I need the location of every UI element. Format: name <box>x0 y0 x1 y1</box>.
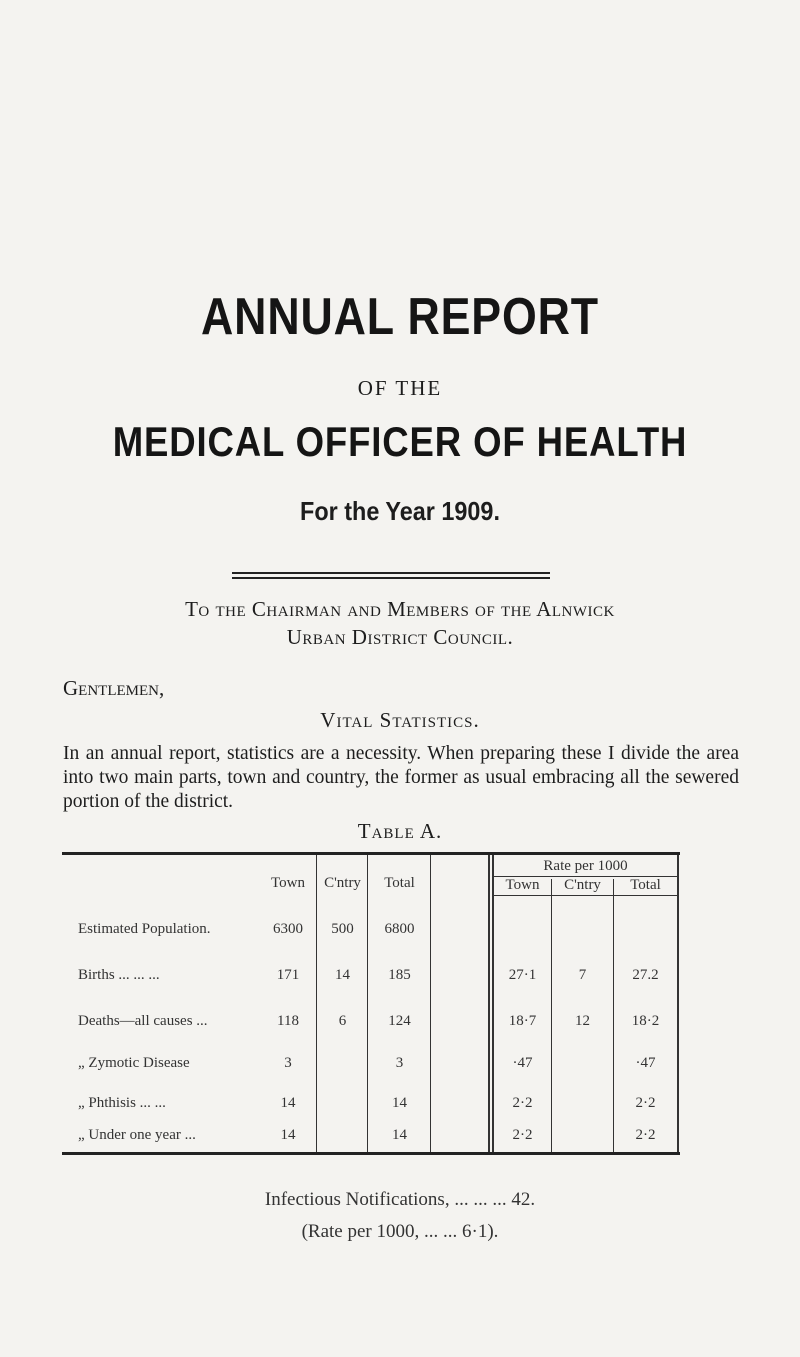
cell-rate-total: 18·2 <box>631 1013 660 1029</box>
cell-town: 14 <box>280 1127 296 1143</box>
cell-rate-total: 27.2 <box>632 967 659 983</box>
notification-rate: (Rate per 1000, ... ... 6·1). <box>301 1221 499 1242</box>
table-right-border <box>677 855 679 1152</box>
vital-statistics-table <box>62 852 680 1155</box>
cell-rate-total: ·47 <box>635 1055 656 1071</box>
cell-rate-total: 2·2 <box>635 1127 656 1143</box>
table-row-label: „ Zymotic Disease <box>78 1055 190 1071</box>
intro-paragraph: In an annual report, statistics are a necessity. When preparing these I divide the area into two main parts, town and country, the former as usual embracing all the sewered portion of the district. <box>63 743 739 812</box>
cell-rate-town: ·47 <box>512 1055 533 1071</box>
cell-town: 171 <box>276 967 300 983</box>
table-row-label: „ Under one year ... <box>78 1127 196 1143</box>
addressee-line-1: To the Chairman and Members of the Alnwick <box>185 597 615 621</box>
cell-rate-town: 27·1 <box>508 967 537 983</box>
salutation: Gentlemen, <box>63 676 165 700</box>
table-title: Table A. <box>357 819 443 843</box>
report-year: For the Year 1909. <box>300 496 500 526</box>
cell-rate-country: 7 <box>578 967 587 983</box>
infectious-notifications: Infectious Notifications, ... ... ... 42. <box>264 1189 536 1210</box>
header-town: Town <box>271 875 305 891</box>
cell-rate-total: 2·2 <box>635 1095 656 1111</box>
table-divider <box>488 855 490 1152</box>
header-rate-town: Town <box>505 877 540 893</box>
cell-total: 14 <box>392 1127 407 1143</box>
rate-subheader-rule <box>494 895 677 896</box>
table-row-label: „ Phthisis ... ... <box>78 1095 166 1111</box>
cell-total: 3 <box>395 1055 404 1071</box>
table-row-label: Estimated Population. <box>78 921 211 937</box>
table-row-label: Deaths—all causes ... <box>78 1013 208 1029</box>
cell-town: 118 <box>277 1013 299 1029</box>
cell-total: 14 <box>392 1095 407 1111</box>
cell-town: 6300 <box>273 921 303 937</box>
title-rule-top <box>232 572 550 574</box>
report-title: ANNUAL REPORT <box>201 288 599 346</box>
addressee-line-2: Urban District Council. <box>286 625 514 649</box>
table-row-label: Births ... ... ... <box>78 967 160 983</box>
title-connector: OF THE <box>357 376 443 400</box>
header-total: Total <box>384 875 415 891</box>
header-country: C'ntry <box>324 875 361 891</box>
cell-total: 124 <box>388 1013 411 1029</box>
report-subtitle: MEDICAL OFFICER OF HEALTH <box>112 418 688 465</box>
header-rate-total: Total <box>630 877 661 893</box>
cell-total: 185 <box>388 967 411 983</box>
cell-country: 6 <box>338 1013 347 1029</box>
cell-country: 500 <box>331 921 354 937</box>
title-rule-bottom <box>232 577 550 579</box>
cell-rate-town: 2·2 <box>512 1095 533 1111</box>
cell-rate-country: 12 <box>575 1013 590 1029</box>
section-heading: Vital Statistics. <box>320 708 480 732</box>
header-rate-country: C'ntry <box>564 877 601 893</box>
cell-rate-town: 18·7 <box>508 1013 537 1029</box>
cell-rate-town: 2·2 <box>512 1127 533 1143</box>
cell-total: 6800 <box>384 921 415 937</box>
cell-town: 14 <box>280 1095 296 1111</box>
header-rate-group: Rate per 1000 <box>543 858 628 874</box>
cell-country: 14 <box>335 967 350 983</box>
cell-town: 3 <box>284 1055 292 1071</box>
